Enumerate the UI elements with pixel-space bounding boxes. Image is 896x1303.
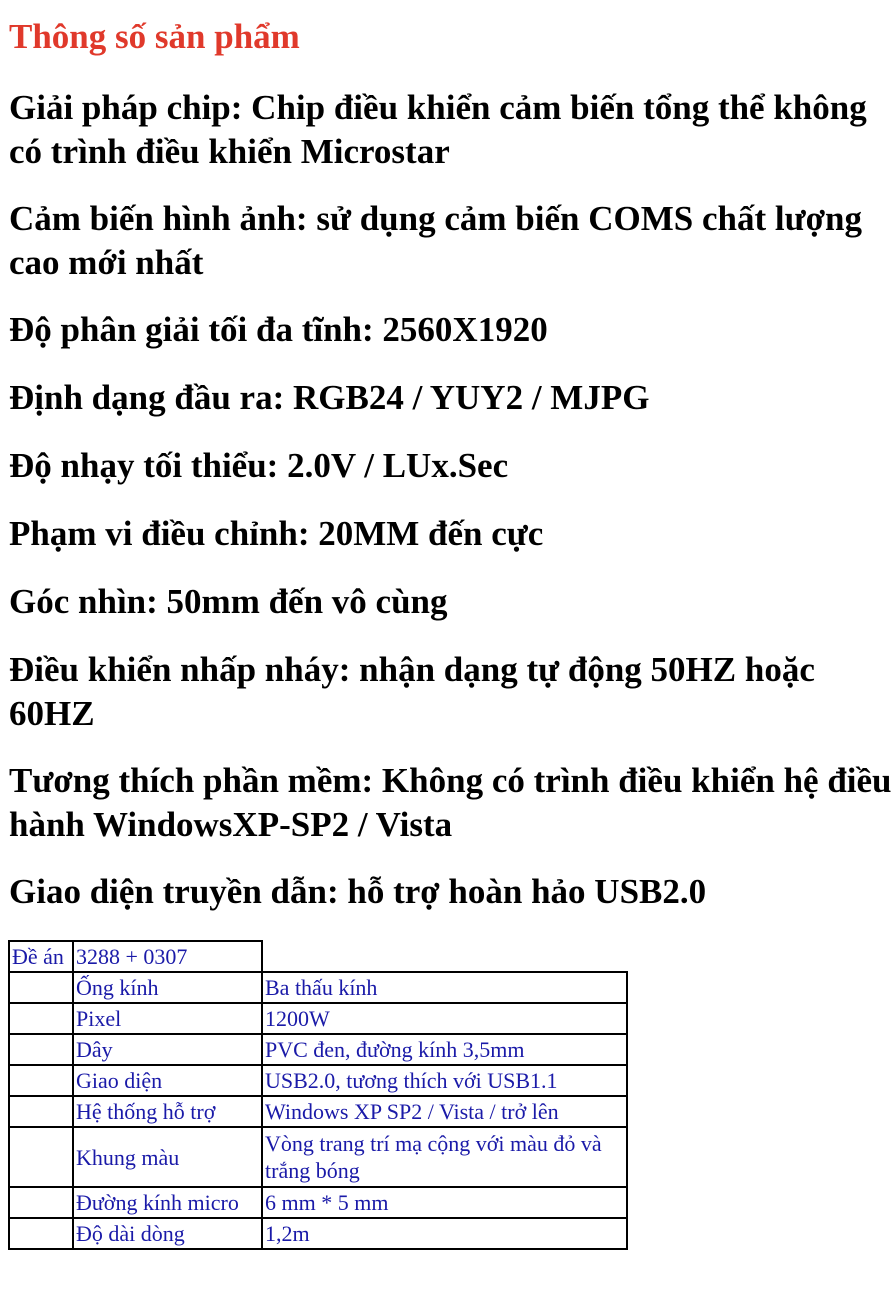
spec-output-format: Định dạng đầu ra: RGB24 / YUY2 / MJPG bbox=[9, 378, 650, 417]
table-row bbox=[9, 1096, 627, 1127]
spec-max-resolution: Độ phân giải tối đa tĩnh: 2560X1920 bbox=[9, 310, 548, 349]
page-title: Thông số sản phẩm bbox=[9, 17, 300, 56]
spec-chip: Giải pháp chip: Chip điều khiển cảm biến tổng thể không có trình điều khiển Microstar bbox=[9, 88, 867, 171]
table-row-label: Độ dài dòng bbox=[73, 1218, 262, 1249]
table-row bbox=[9, 1034, 627, 1065]
table-row-spacer bbox=[9, 1096, 73, 1127]
table-row-spacer bbox=[9, 1065, 73, 1096]
table-row-value: Ba thấu kính bbox=[262, 972, 627, 1003]
table-row-spacer bbox=[9, 1003, 73, 1034]
table-row-value: USB2.0, tương thích với USB1.1 bbox=[262, 1065, 627, 1096]
spec-adjust-range: Phạm vi điều chỉnh: 20MM đến cực bbox=[9, 514, 544, 553]
spec-image-sensor: Cảm biến hình ảnh: sử dụng cảm biến COMS chất lượng cao mới nhất bbox=[9, 199, 862, 282]
spec-view-angle: Góc nhìn: 50mm đến vô cùng bbox=[9, 582, 448, 621]
table-row-spacer bbox=[9, 1218, 73, 1249]
table-row-value: 1,2m bbox=[262, 1218, 627, 1249]
table-row-label: Dây bbox=[73, 1034, 262, 1065]
table-row-label: Khung màu bbox=[73, 1127, 262, 1187]
spec-flicker-control: Điều khiển nhấp nháy: nhận dạng tự động 50HZ hoặc 60HZ bbox=[9, 650, 815, 733]
table-row-value: Windows XP SP2 / Vista / trở lên bbox=[262, 1096, 627, 1127]
table-row bbox=[9, 1127, 627, 1187]
table-row-label: Giao diện bbox=[73, 1065, 262, 1096]
spec-table bbox=[8, 940, 628, 1250]
spec-transfer-interface: Giao diện truyền dẫn: hỗ trợ hoàn hảo USB2.0 bbox=[9, 872, 707, 911]
table-row-value: Vòng trang trí mạ cộng với màu đỏ và trắng bóng bbox=[262, 1127, 627, 1187]
table-row-spacer bbox=[9, 1187, 73, 1218]
table-row-spacer bbox=[9, 1127, 73, 1187]
table-header-value: 3288 + 0307 bbox=[73, 941, 262, 972]
table-row-value: 1200W bbox=[262, 1003, 627, 1034]
table-row-value: 6 mm * 5 mm bbox=[262, 1187, 627, 1218]
table-row bbox=[9, 972, 627, 1003]
table-header-label: Đề án bbox=[9, 941, 73, 972]
table-row-label: Đường kính micro bbox=[73, 1187, 262, 1218]
spec-min-sensitivity: Độ nhạy tối thiểu: 2.0V / LUx.Sec bbox=[9, 446, 509, 485]
table-row-label: Hệ thống hỗ trợ bbox=[73, 1096, 262, 1127]
spec-software-compat: Tương thích phần mềm: Không có trình điều khiển hệ điều hành WindowsXP-SP2 / Vista bbox=[9, 761, 892, 844]
table-row bbox=[9, 1218, 627, 1249]
table-header-empty bbox=[262, 941, 627, 972]
table-row bbox=[9, 1003, 627, 1034]
table-row bbox=[9, 1187, 627, 1218]
table-row-spacer bbox=[9, 1034, 73, 1065]
table-row-spacer bbox=[9, 972, 73, 1003]
table-row-value: PVC đen, đường kính 3,5mm bbox=[262, 1034, 627, 1065]
table-row bbox=[9, 1065, 627, 1096]
table-row-label: Pixel bbox=[73, 1003, 262, 1034]
table-header-row bbox=[9, 941, 627, 972]
table-row-label: Ống kính bbox=[73, 972, 262, 1003]
